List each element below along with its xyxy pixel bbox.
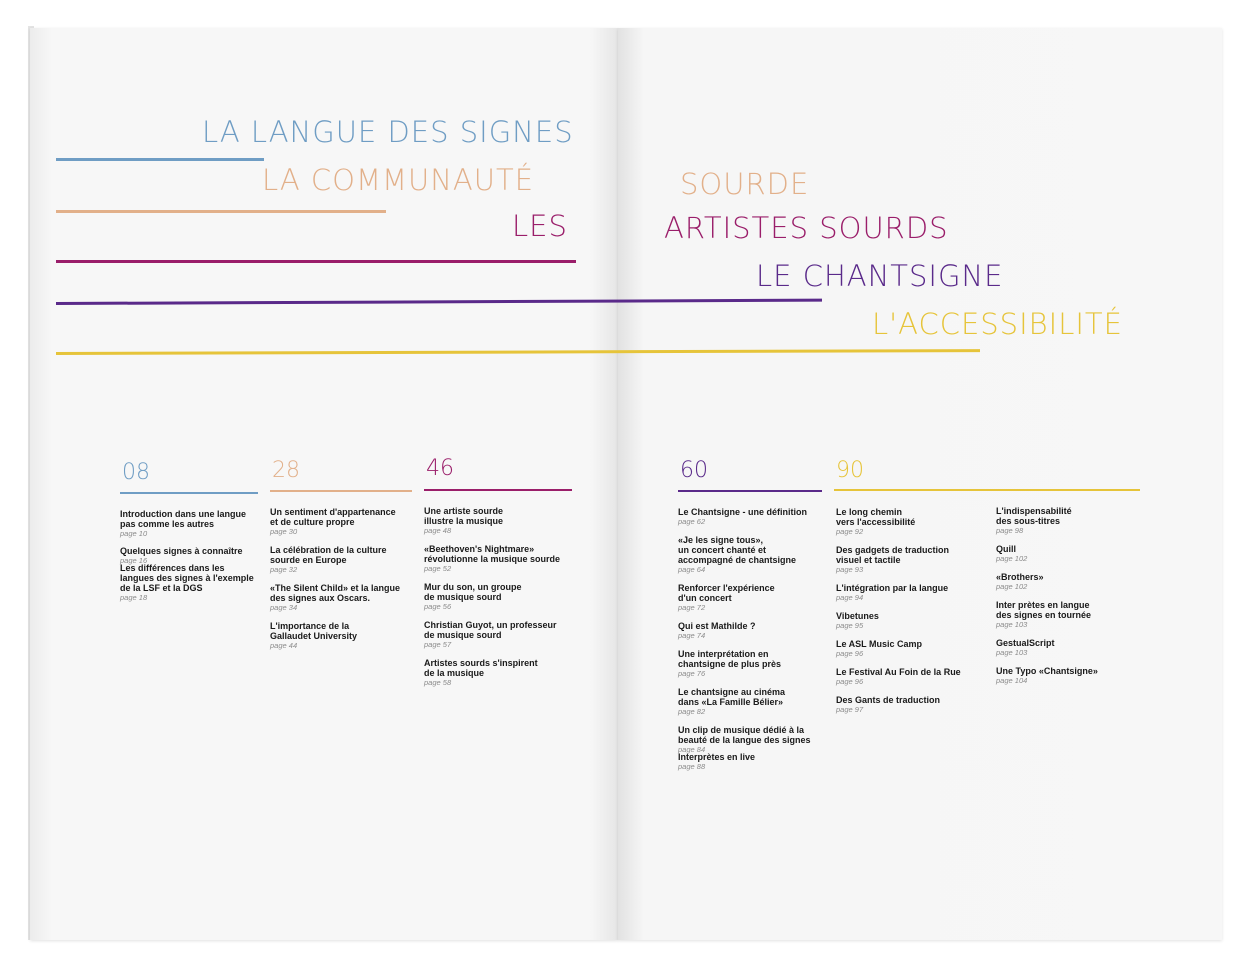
toc-entry-page: page 18 (120, 593, 148, 602)
toc-entry[interactable] (996, 600, 1146, 630)
toc-entry-title: Une interprétation en chantsigne de plus près (678, 649, 782, 669)
toc-entry[interactable] (678, 583, 828, 613)
toc-entry[interactable] (678, 621, 828, 641)
toc-column (836, 507, 986, 715)
toc-entry-page: page 76 (678, 669, 706, 678)
toc-entry[interactable] (424, 544, 574, 574)
toc-entry-page: page 103 (996, 648, 1028, 657)
toc-entry-page: page 58 (424, 678, 452, 687)
toc-entry[interactable] (270, 583, 420, 613)
toc-entry[interactable] (270, 507, 420, 537)
toc-entry-page: page 102 (996, 582, 1028, 591)
toc-entry-title: GestualScript (996, 638, 1055, 648)
toc-entry[interactable] (270, 545, 420, 575)
toc-entry-title: Les différences dans les langues des signes à l'exemple de la LSF et la DGS (120, 563, 254, 593)
toc-entry[interactable] (996, 638, 1146, 658)
toc-entry-title: Introduction dans une langue pas comme les autres (120, 509, 246, 529)
toc-entry-page: page 56 (424, 602, 452, 611)
toc-entry[interactable] (270, 621, 420, 651)
toc-entry-title: Interprètes en live (678, 752, 756, 762)
toc-column (120, 509, 270, 603)
toc-entry-title: La célébration de la culture sourde en Europe (270, 545, 387, 565)
toc-entry-title: Une artiste sourde illustre la musique (424, 506, 504, 526)
toc-entry[interactable] (678, 507, 828, 527)
toc-column (270, 507, 420, 651)
rule-artistes (56, 260, 576, 263)
toc-entry[interactable] (678, 752, 828, 772)
section-rule (424, 489, 572, 491)
heading-artistes-sourds: ARTISTES SOURDS (664, 211, 949, 245)
toc-entry-page: page 92 (836, 527, 864, 536)
toc-entry-title: Qui est Mathilde ? (678, 621, 756, 631)
toc-entry-title: L'importance de la Gallaudet University (270, 621, 358, 641)
toc-column (678, 507, 828, 772)
toc-entry-page: page 10 (120, 529, 148, 538)
toc-entry-page: page 30 (270, 527, 298, 536)
toc-entry-title: Des gadgets de traduction visuel et tactile (836, 545, 950, 565)
toc-entry-title: Quelques signes à connaître (120, 546, 243, 556)
toc-entry[interactable] (120, 563, 270, 603)
toc-entry[interactable] (836, 695, 986, 715)
section-rule (270, 490, 412, 492)
section-rule (678, 490, 822, 492)
section-rule (120, 492, 258, 494)
toc-entry[interactable] (996, 544, 1146, 564)
toc-entry-page: page 104 (996, 676, 1028, 685)
toc-entry-page: page 48 (424, 526, 452, 535)
toc-entry[interactable] (678, 725, 828, 755)
toc-entry[interactable] (678, 649, 828, 679)
toc-entry-title: «Beethoven's Nightmare» révolutionne la musique sourde (424, 544, 561, 564)
heading-la-communaute: LA COMMUNAUTÉ (262, 163, 535, 197)
toc-entry-page: page 103 (996, 620, 1028, 629)
toc-entry-title: L'indispensabilité des sous-titres (996, 506, 1072, 526)
toc-entry-page: page 98 (996, 526, 1024, 535)
section-number: 90 (836, 458, 864, 483)
toc-entry-page: page 88 (678, 762, 706, 771)
toc-entry-page: page 97 (836, 705, 864, 714)
toc-entry-title: Le Festival Au Foin de la Rue (836, 667, 961, 677)
toc-entry-page: page 64 (678, 565, 706, 574)
toc-entry-title: Un clip de musique dédié à la beauté de la langue des signes (678, 725, 811, 745)
toc-entry-page: page 62 (678, 517, 706, 526)
toc-entry-page: page 74 (678, 631, 706, 640)
toc-column (996, 506, 1146, 686)
toc-entry[interactable] (836, 583, 986, 603)
heading-accessibilite: L'ACCESSIBILITÉ (872, 307, 1123, 341)
toc-entry[interactable] (836, 611, 986, 631)
toc-entry-title: L'intégration par la langue (836, 583, 949, 593)
heading-les: LES (512, 209, 568, 243)
heading-langue-des-signes: LA LANGUE DES SIGNES (202, 115, 574, 149)
toc-entry[interactable] (996, 572, 1146, 592)
toc-entry-page: page 94 (836, 593, 864, 602)
toc-entry[interactable] (996, 666, 1146, 686)
toc-entry-title: Le long chemin vers l'accessibilité (836, 507, 916, 527)
toc-entry-page: page 84 (678, 745, 706, 754)
toc-entry-page: page 93 (836, 565, 864, 574)
toc-entry[interactable] (424, 582, 574, 612)
heading-sourde: SOURDE (680, 167, 810, 201)
toc-entry[interactable] (424, 506, 574, 536)
section-number: 08 (122, 460, 150, 485)
toc-entry-page: page 96 (836, 677, 864, 686)
section-number: 60 (680, 458, 708, 483)
toc-entry-title: Mur du son, un groupe de musique sourd (424, 582, 522, 602)
toc-entry-title: Un sentiment d'appartenance et de culture propre (270, 507, 396, 527)
toc-entry[interactable] (424, 620, 574, 650)
toc-entry-page: page 44 (270, 641, 298, 650)
toc-entry[interactable] (836, 507, 986, 537)
toc-entry-title: «The Silent Child» et la langue des signes aux Oscars. (270, 583, 401, 603)
toc-entry-title: Le chantsigne au cinéma dans «La Famille Bélier» (678, 687, 786, 707)
toc-entry-page: page 16 (120, 556, 148, 565)
toc-entry-title: Une Typo «Chantsigne» (996, 666, 1098, 676)
toc-entry-title: Inter prètes en langue des signes en tournée (996, 600, 1092, 620)
toc-entry-page: page 32 (270, 565, 298, 574)
toc-entry-page: page 52 (424, 564, 452, 573)
rule-langue-des-signes (56, 158, 264, 161)
toc-entry[interactable] (996, 506, 1146, 536)
toc-entry[interactable] (836, 667, 986, 687)
heading-le-chantsigne: LE CHANTSIGNE (756, 259, 1004, 293)
toc-entry[interactable] (836, 639, 986, 659)
toc-entry-page: page 96 (836, 649, 864, 658)
toc-entry-page: page 34 (270, 603, 298, 612)
toc-entry-title: Le Chantsigne - une définition (678, 507, 807, 517)
toc-entry-page: page 102 (996, 554, 1028, 563)
toc-entry[interactable] (424, 658, 574, 688)
section-number: 46 (426, 456, 454, 481)
toc-entry[interactable] (120, 509, 270, 539)
toc-entry-title: Renforcer l'expérience d'un concert (678, 583, 775, 603)
toc-entry-page: page 95 (836, 621, 864, 630)
toc-entry-title: Des Gants de traduction (836, 695, 941, 705)
toc-entry-page: page 72 (678, 603, 706, 612)
toc-entry-title: Vibetunes (836, 611, 879, 621)
rule-communaute (56, 210, 386, 213)
section-rule (834, 489, 1140, 491)
toc-entry-title: Le ASL Music Camp (836, 639, 923, 649)
toc-entry-title: Quill (996, 544, 1016, 554)
toc-entry[interactable] (836, 545, 986, 575)
right-page (618, 28, 1222, 940)
toc-entry[interactable] (678, 687, 828, 717)
toc-entry-title: Christian Guyot, un professeur de musique sourd (424, 620, 557, 640)
toc-entry-page: page 57 (424, 640, 452, 649)
toc-entry-title: Artistes sourds s'inspirent de la musique (424, 658, 538, 678)
toc-entry[interactable] (678, 535, 828, 575)
toc-entry-page: page 82 (678, 707, 706, 716)
toc-entry-title: «Brothers» (996, 572, 1044, 582)
toc-entry-title: «Je les signe tous», un concert chanté et accompagné de chantsigne (678, 535, 797, 565)
toc-column (424, 506, 574, 688)
section-number: 28 (272, 458, 300, 483)
